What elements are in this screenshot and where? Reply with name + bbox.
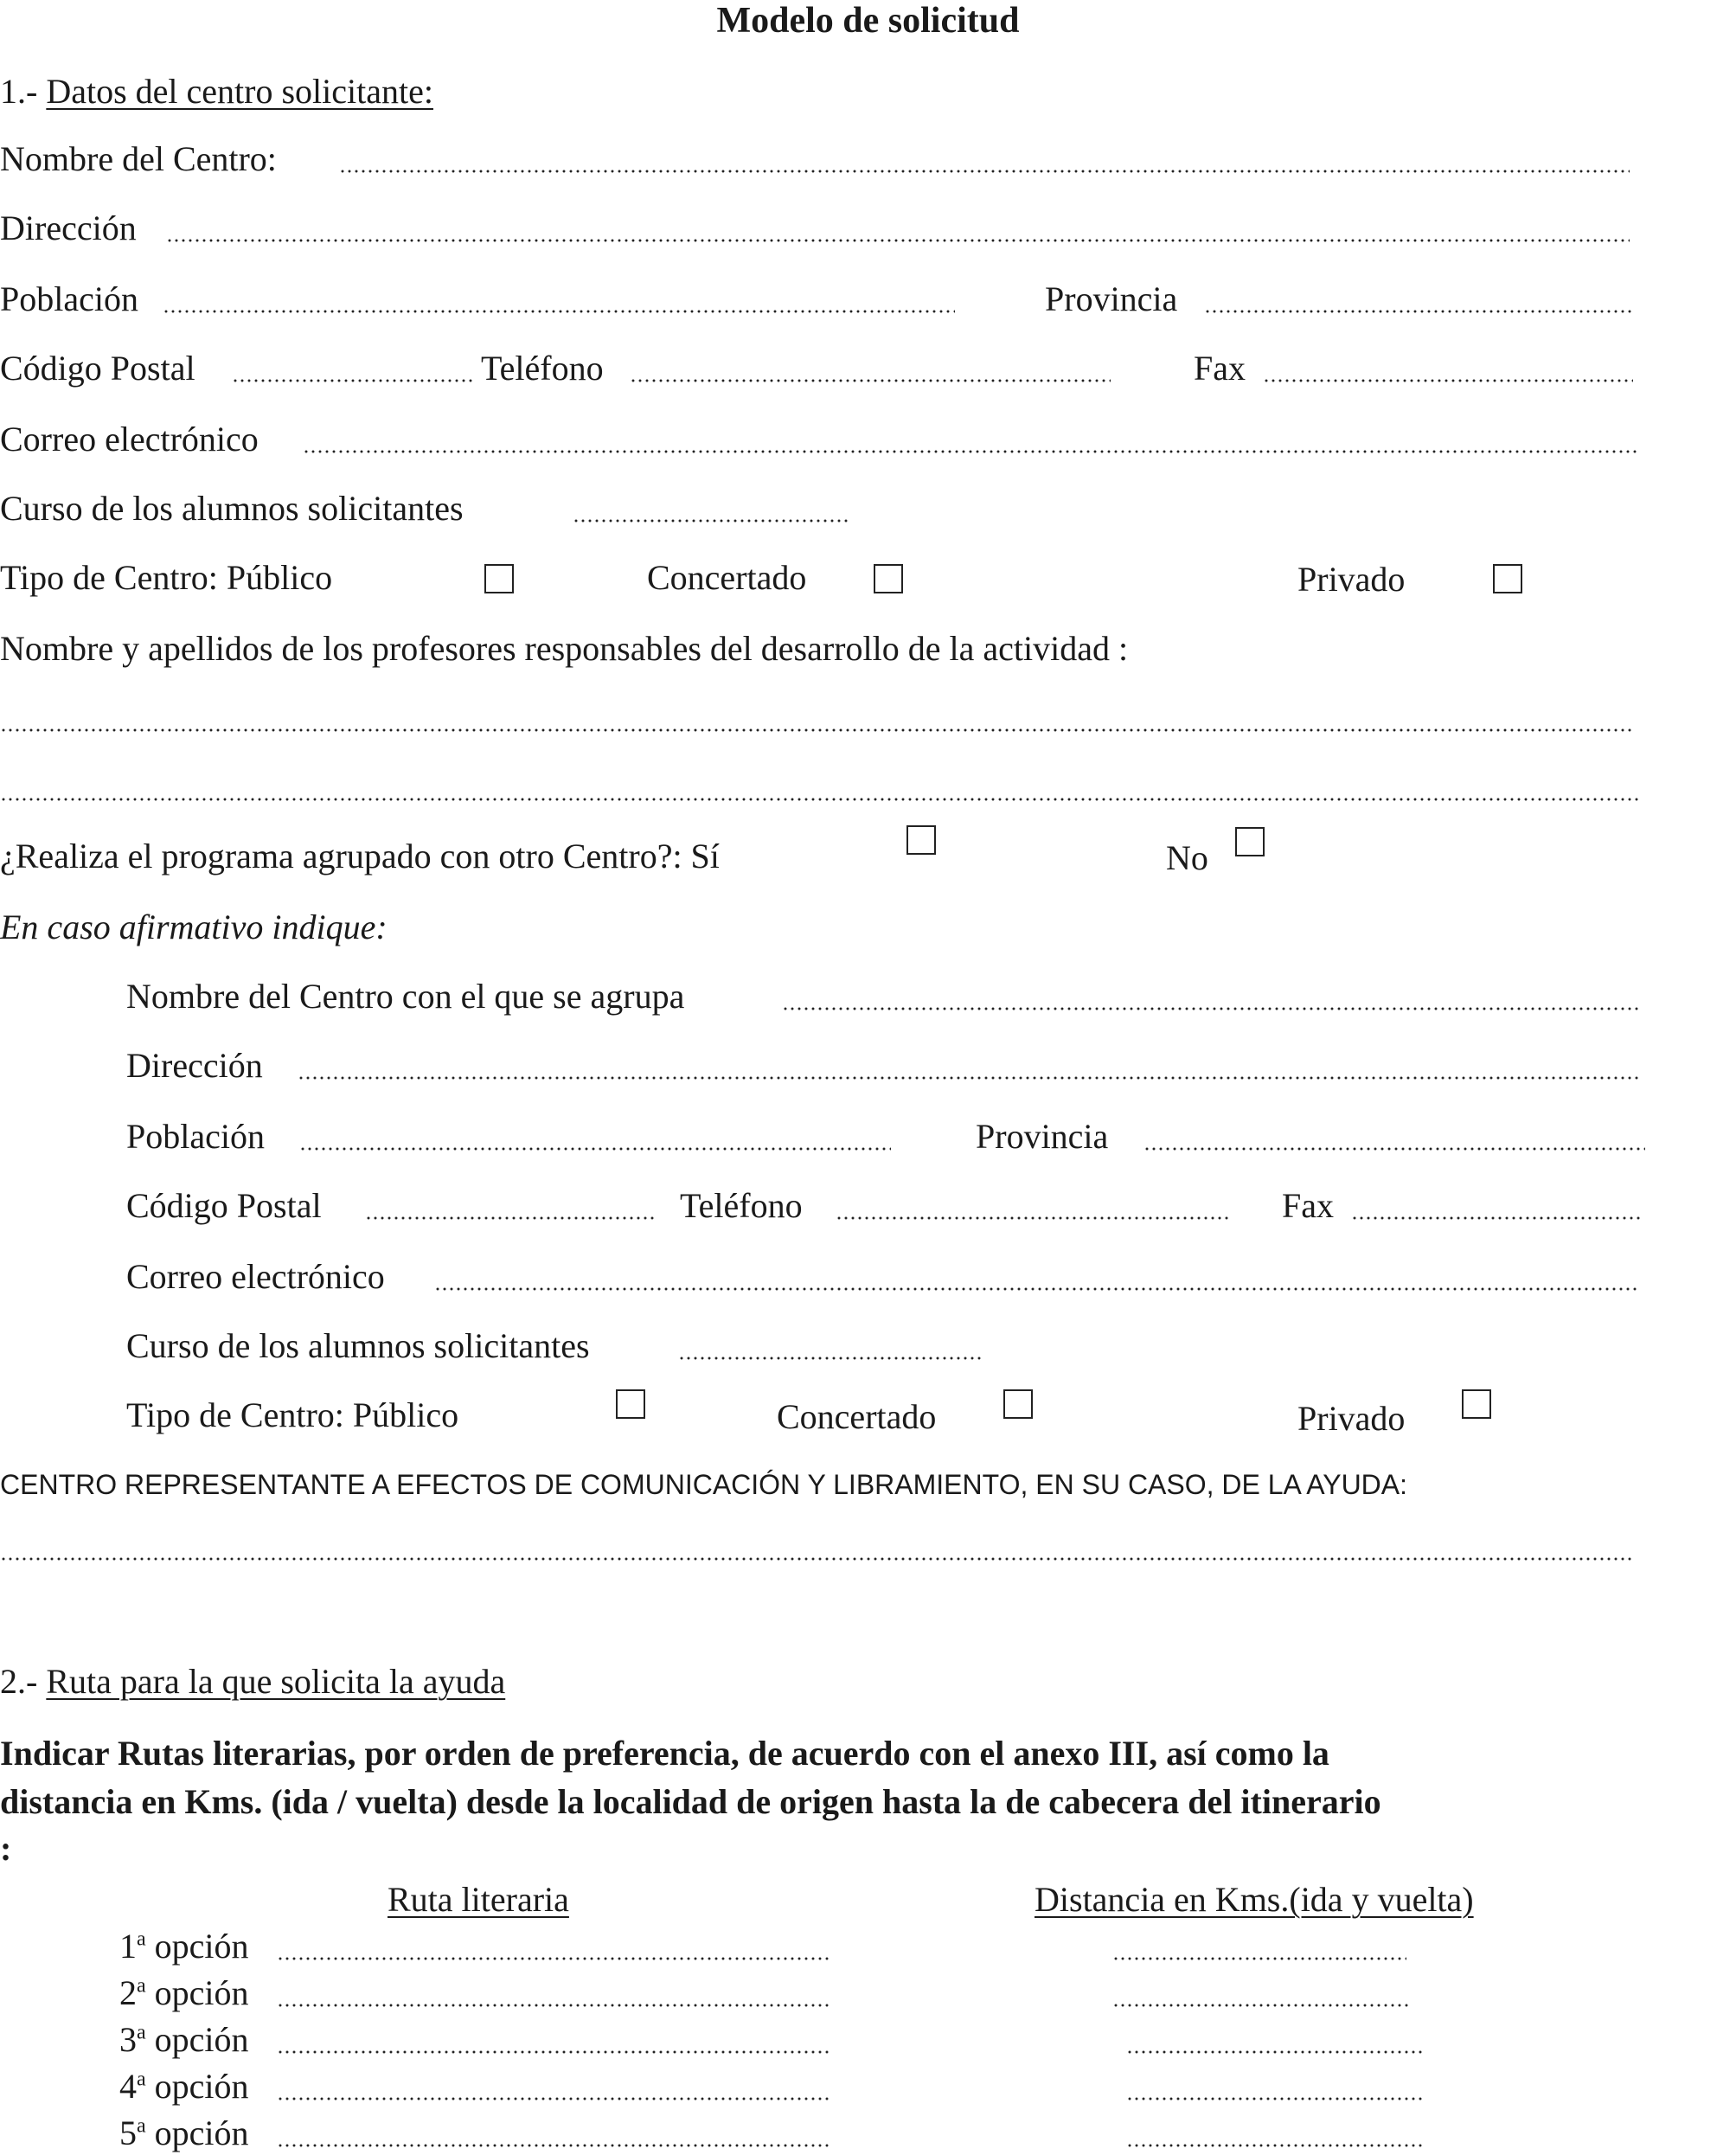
privado-checkbox[interactable] xyxy=(1493,564,1522,593)
curso-label: Curso de los alumnos solicitantes xyxy=(0,489,464,528)
provincia-field[interactable] xyxy=(1204,310,1633,313)
publico-checkbox[interactable] xyxy=(484,564,514,593)
agrupa-provincia-field[interactable] xyxy=(1143,1147,1645,1151)
direccion-label: Dirección xyxy=(0,208,137,247)
agrupado-no-label: No xyxy=(1166,838,1208,877)
telefono-field[interactable] xyxy=(630,379,1111,382)
fax-field[interactable] xyxy=(1263,379,1633,382)
option-4-ruta-field[interactable] xyxy=(277,2097,832,2100)
option-2-distancia-field[interactable] xyxy=(1112,2004,1412,2007)
option-3-ruta-field[interactable] xyxy=(277,2050,832,2054)
instructions-line-3: : xyxy=(0,1829,12,1868)
concertado-checkbox[interactable] xyxy=(874,564,903,593)
agrupa-poblacion-field[interactable] xyxy=(299,1147,891,1151)
agrupa-codigo-postal-label: Código Postal xyxy=(126,1186,322,1225)
option-1-label: 1$^a$ opción xyxy=(119,1927,249,1966)
option-1-ruta-field[interactable] xyxy=(277,1957,832,1960)
codigo-postal-label: Código Postal xyxy=(0,349,195,388)
profesores-label: Nombre y apellidos de los profesores responsables del desarrollo de la actividad : xyxy=(0,629,1129,668)
option-5-label: 5$^a$ opción xyxy=(119,2113,249,2152)
agrupa-nombre-label: Nombre del Centro con el que se agrupa xyxy=(126,977,685,1016)
concertado-label: Concertado xyxy=(647,558,807,597)
tipo-centro-label: Tipo de Centro: Público xyxy=(0,558,333,597)
codigo-postal-field[interactable] xyxy=(232,379,474,382)
representante-label: CENTRO REPRESENTANTE A EFECTOS DE COMUNICACIÓN Y LIBRAMIENTO, EN SU CASO, DE LA AYUDA: xyxy=(0,1469,1408,1500)
representante-field[interactable] xyxy=(0,1557,1631,1561)
poblacion-label: Población xyxy=(0,279,138,318)
nombre-centro-label: Nombre del Centro: xyxy=(0,139,277,178)
nombre-centro-field[interactable] xyxy=(339,170,1630,173)
agrupa-fax-label: Fax xyxy=(1282,1186,1334,1225)
section-1-heading xyxy=(0,71,433,112)
agrupa-privado-checkbox[interactable] xyxy=(1462,1389,1491,1419)
instructions-line-2: distancia en Kms. (ida / vuelta) desde la localidad de origen hasta la de cabecera del itinerario xyxy=(0,1782,1381,1821)
agrupa-tipo-centro-label: Tipo de Centro: Público xyxy=(126,1395,459,1434)
agrupa-direccion-field[interactable] xyxy=(298,1076,1638,1080)
agrupa-codigo-postal-field[interactable] xyxy=(365,1216,657,1220)
agrupa-concertado-label: Concertado xyxy=(777,1397,937,1436)
agrupa-direccion-label: Dirección xyxy=(126,1046,263,1085)
agrupa-provincia-label: Provincia xyxy=(976,1117,1109,1156)
agrupa-poblacion-label: Población xyxy=(126,1117,265,1156)
option-5-ruta-field[interactable] xyxy=(277,2144,832,2147)
col-distancia-header: Distancia en Kms.(ida y vuelta) xyxy=(1035,1880,1474,1919)
section-2-title: Ruta para la que solicita la ayuda xyxy=(46,1662,506,1701)
agrupa-fax-field[interactable] xyxy=(1351,1216,1640,1220)
agrupado-no-checkbox[interactable] xyxy=(1235,827,1265,856)
option-2-ruta-field[interactable] xyxy=(277,2004,832,2007)
option-2-label: 2$^a$ opción xyxy=(119,1973,249,2012)
option-4-label: 4$^a$ opción xyxy=(119,2067,249,2106)
option-3-distancia-field[interactable] xyxy=(1126,2050,1424,2054)
profesores-field-line-2[interactable] xyxy=(0,798,1640,801)
option-4-distancia-field[interactable] xyxy=(1126,2097,1424,2100)
col-ruta-header: Ruta literaria xyxy=(388,1880,569,1919)
agrupa-nombre-field[interactable] xyxy=(782,1007,1638,1010)
option-5-distancia-field[interactable] xyxy=(1126,2144,1424,2147)
telefono-label: Teléfono xyxy=(481,349,604,388)
section-2-number: 2.- xyxy=(0,1662,38,1701)
agrupa-concertado-checkbox[interactable] xyxy=(1003,1389,1033,1419)
agrupa-telefono-field[interactable] xyxy=(836,1216,1230,1220)
agrupado-question: ¿Realiza el programa agrupado con otro Centro?: Sí xyxy=(0,837,720,875)
agrupa-curso-label: Curso de los alumnos solicitantes xyxy=(126,1326,590,1365)
curso-field[interactable] xyxy=(573,519,849,523)
agrupa-correo-field[interactable] xyxy=(434,1287,1640,1291)
page-title: Modelo de solicitud xyxy=(716,1,1020,41)
agrupa-privado-label: Privado xyxy=(1297,1399,1406,1438)
agrupa-telefono-label: Teléfono xyxy=(680,1186,803,1225)
agrupado-si-checkbox[interactable] xyxy=(906,825,936,855)
correo-field[interactable] xyxy=(303,450,1640,453)
direccion-field[interactable] xyxy=(166,239,1630,242)
section-2-heading xyxy=(0,1661,505,1703)
agrupa-correo-label: Correo electrónico xyxy=(126,1257,385,1296)
fax-label: Fax xyxy=(1194,349,1246,388)
agrupa-publico-checkbox[interactable] xyxy=(616,1389,645,1419)
poblacion-field[interactable] xyxy=(163,310,955,313)
option-3-label: 3$^a$ opción xyxy=(119,2020,249,2059)
correo-label: Correo electrónico xyxy=(0,420,259,459)
agrupa-curso-field[interactable] xyxy=(678,1356,983,1360)
provincia-label: Provincia xyxy=(1045,279,1178,318)
option-1-distancia-field[interactable] xyxy=(1112,1957,1406,1960)
section-1-title: Datos del centro solicitante: xyxy=(46,72,433,111)
section-1-number: 1.- xyxy=(0,72,38,111)
profesores-field-line-1[interactable] xyxy=(0,728,1631,732)
instructions-line-1: Indicar Rutas literarias, por orden de preferencia, de acuerdo con el anexo III, así como la xyxy=(0,1734,1329,1773)
afirmativo-label: En caso afirmativo indique: xyxy=(0,908,388,946)
privado-label: Privado xyxy=(1297,560,1406,599)
